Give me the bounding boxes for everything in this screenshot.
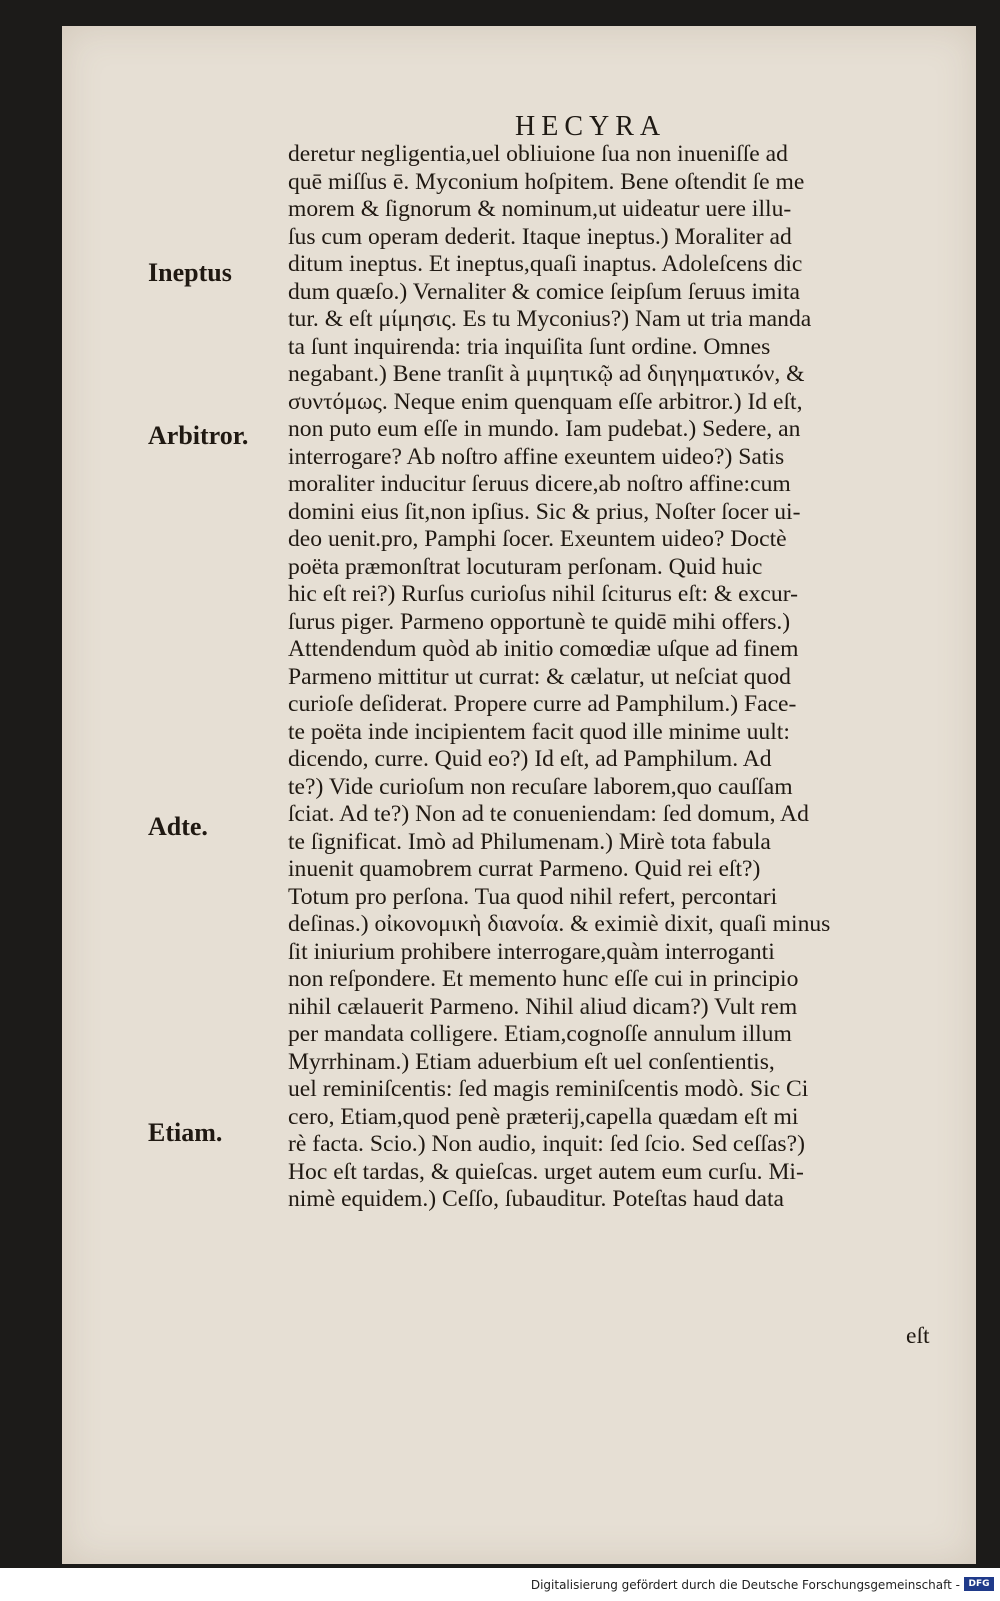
text-line: ſciat. Ad te?) Non ad te conueniendam: ſed domum, Ad xyxy=(288,801,809,827)
text-line: Hoc eſt tardas, & quieſcas. urget autem eum curſu. Mi- xyxy=(288,1158,804,1185)
text-line: per mandata colligere. Etiam,cognoſſe annulum illum xyxy=(288,1021,792,1047)
text-line: ditum ineptus. Et ineptus,quaſi inaptus. Adoleſcens dic xyxy=(288,251,803,277)
text-line: negabant.) Bene tranſit à μιμητικῷ ad διηγηματικόν, & xyxy=(288,361,805,387)
text-line: curioſe deſiderat. Propere curre ad Pamphilum.) Face- xyxy=(288,691,797,717)
text-line: ta ſunt inquirenda: tria inquiſita ſunt ordine. Omnes xyxy=(288,333,771,360)
text-line: Totum pro perſona. Tua quod nihil refert, percontari xyxy=(288,883,778,910)
text-line: dicendo, curre. Quid eo?) Id eſt, ad Pamphilum. Ad xyxy=(288,746,772,772)
text-line: nihil cælauerit Parmeno. Nihil aliud dicam?) Vult rem xyxy=(288,993,798,1020)
commentary-text xyxy=(288,141,948,1214)
catchword: eſt xyxy=(906,1323,930,1349)
text-line: συντόμως. Neque enim quenquam eſſe arbitror.) Id eſt, xyxy=(288,388,803,415)
marginal-note-etiam: Etiam. xyxy=(148,1118,223,1147)
text-line: quē miſſus ē. Myconium hoſpitem. Bene oſtendit ſe me xyxy=(288,168,805,195)
text-line: Myrrhinam.) Etiam aduerbium eſt uel conſentientis, xyxy=(288,1048,775,1075)
text-line: inuenit quamobrem currat Parmeno. Quid rei eſt?) xyxy=(288,856,761,882)
text-line: te ſignificat. Imò ad Philumenam.) Mirè tota fabula xyxy=(288,828,771,855)
marginal-note-adte: Adte. xyxy=(148,812,208,841)
text-line: ſus cum operam dederit. Itaque ineptus.) Moraliter ad xyxy=(288,223,792,250)
text-line: domini eius ſit,non ipſius. Sic & prius, Noſter ſocer ui- xyxy=(288,498,801,525)
dfg-logo: DFG xyxy=(964,1577,994,1591)
text-line: te poëta inde incipientem facit quod ille minime uult: xyxy=(288,718,790,745)
text-line: deſinas.) οἰκονομικὴ διανοία. & eximiè dixit, quaſi minus xyxy=(288,911,831,937)
text-line: ſurus piger. Parmeno opportunè te quidē mihi offers.) xyxy=(288,608,791,635)
text-line: rè facta. Scio.) Non audio, inquit: ſed ſcio. Sed ceſſas?) xyxy=(288,1131,805,1157)
marginal-note-arbitror: Arbitror. xyxy=(148,421,249,450)
text-line: moraliter inducitur ſeruus dicere,ab noſtro affine:cum xyxy=(288,471,791,497)
text-line: hic eſt rei?) Rurſus curioſus nihil ſciturus eſt: & excur- xyxy=(288,581,798,607)
text-line: non reſpondere. Et memento hunc eſſe cui in principio xyxy=(288,966,799,992)
text-line: tur. & eſt μίμησις. Es tu Myconius?) Nam ut tria manda xyxy=(288,306,812,332)
text-line: non puto eum eſſe in mundo. Iam pudebat.) Sedere, an xyxy=(288,416,801,442)
footer-bar xyxy=(0,1568,1000,1601)
footer-credit: Digitalisierung gefördert durch die Deutsche Forschungsgemeinschaft - xyxy=(530,1578,960,1592)
text-line: nimè equidem.) Ceſſo, ſubauditur. Poteſtas haud data xyxy=(288,1186,785,1212)
text-line: deo uenit.pro, Pamphi ſocer. Exeuntem uideo? Doctè xyxy=(288,526,787,552)
text-line: interrogare? Ab noſtro affine exeuntem uideo?) Satis xyxy=(288,443,785,470)
text-line: poëta præmonſtrat locuturam perſonam. Quid huic xyxy=(288,553,763,580)
text-line: dum quæſo.) Vernaliter & comice ſeipſum ſeruus imita xyxy=(288,278,800,305)
text-line: ſit iniurium prohibere interrogare,quàm interroganti xyxy=(288,938,775,965)
text-line: Attendendum quòd ab initio comœdiæ uſque ad finem xyxy=(288,636,799,662)
text-line: deretur negligentia,uel obliuione ſua non inueniſſe ad xyxy=(288,141,788,167)
text-line: morem & ſignorum & nominum,ut uideatur uere illu- xyxy=(288,196,792,222)
text-line: uel reminiſcentis: ſed magis reminiſcentis modò. Sic Ci xyxy=(288,1076,809,1102)
marginal-note-ineptus: Ineptus xyxy=(148,258,232,287)
running-head: HECYRA xyxy=(515,111,667,142)
text-line: Parmeno mittitur ut currat: & cælatur, ut neſciat quod xyxy=(288,663,791,690)
text-line: cero, Etiam,quod penè præterij,capella quædam eſt mi xyxy=(288,1103,799,1130)
text-line: te?) Vide curioſum non recuſare laborem,quo cauſſam xyxy=(288,773,793,800)
